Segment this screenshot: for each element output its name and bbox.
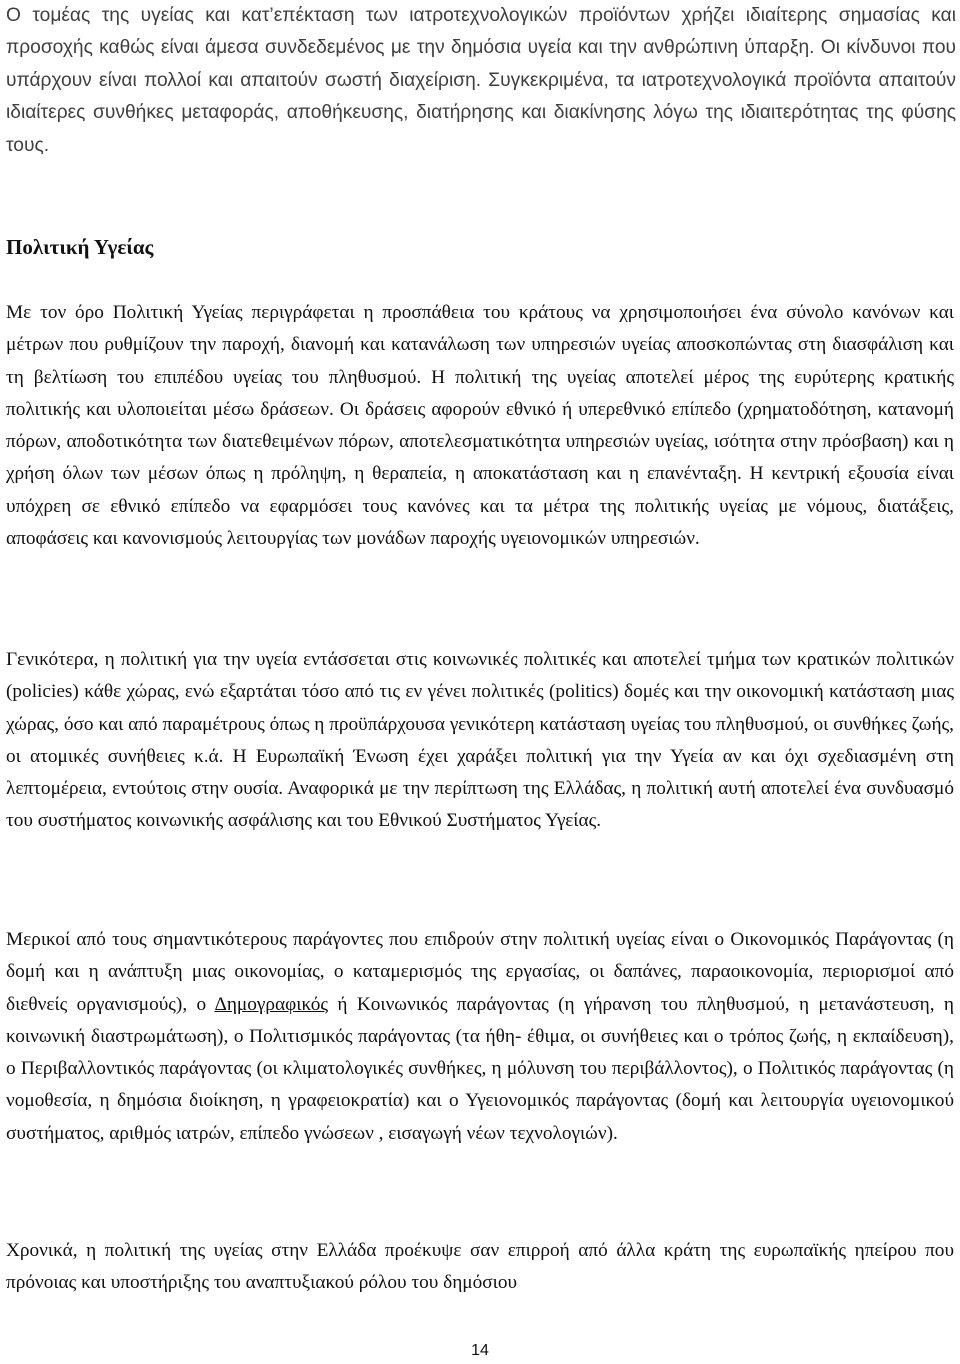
paragraph-health-policy-general: Γενικότερα, η πολιτική για την υγεία εντάσσεται στις κοινωνικές πολιτικές και αποτελεί τμήμα των κρατικών πολιτικών (policies) κάθε χώρας, ενώ εξαρτάται τόσο από τις εν γένει πολιτικές (politics) δομές και την οικονομική κατάσταση μιας χώρας, όσο και από παραμέτρους όπως η προϋπάρχουσα γενικότερη κατάσταση υγείας του πληθυσμού, οι συνθήκες ζωής, οι ατομικές συνήθειες κ.ά. Η Ευρωπαϊκή Ένωση έχει χαράξει πολιτική για την Υγεία αν και όχι σχεδιασμένη στη λεπτομέρεια, εντούτοις στην ουσία. Αναφορικά με την περίπτωση της Ελλάδας, η πολιτική αυτή αποτελεί ένα συνδυασμό του συστήματος κοινωνικής ασφάλισης και του Εθνικού Συστήματος Υγείας. [6,649,954,832]
paragraph-health-policy-history: Χρονικά, η πολιτική της υγείας στην Ελλάδα προέκυψε σαν επιρροή από άλλα κράτη της ευρωπαϊκής ηπείρου που πρόνοιας και υποστήριξης του αναπτυξιακού ρόλου του δημόσιου [6,1240,954,1294]
demographic-link[interactable]: Δημογραφικός [214,993,329,1015]
factors-text-start: Μερικοί από τους σημαντικότερους παράγοντες που επιδρούν στην πολιτική υγείας είναι ο Οικονομικός Παράγοντας (η δομή και η ανάπτυξη μιας οικονομίας, ο καταμερισμός της εργασίας, οι δαπάνες, παραοικονομία, περιορισμοί από διεθνείς οργανισμούς), ο [6,929,954,1015]
paragraph-health-policy-factors [6,924,954,1150]
paragraph-health-policy-definition: Με τον όρο Πολιτική Υγείας περιγράφεται η προσπάθεια του κράτους να χρησιμοποιήσει ένα σύνολο κανόνων και μέτρων που ρυθμίζουν την παροχή, διανομή και κατανάλωση των υπηρεσιών υγείας αποσκοπώντας στη διασφάλιση και τη βελτίωση του επιπέδου υγείας του πληθυσμού. Η πολιτική της υγείας αποτελεί μέρος της ευρύτερης κρατικής πολιτικής και υλοποιείται μέσω δράσεων. Οι δράσεις αφορούν εθνικό ή υπερεθνικό επίπεδο (χρηματοδότηση, κατανομή πόρων, αποδοτικότητα των διατεθειμένων πόρων, αποτελεσματικότητα υπηρεσιών υγείας, ισότητα στην πρόσβαση) και η χρήση όλων των μέσων όπως η πρόληψη, η θεραπεία, η αποκατάσταση και η επανένταξη. Η κεντρική εξουσία είναι υπόχρεη σε εθνικό επίπεδο να εφαρμόσει τους κανόνες και τα μέτρα της πολιτικής υγείας με νόμους, διατάξεις, αποφάσεις και κανονισμούς λειτουργίας των μονάδων παροχής υγειονομικών υπηρεσιών. [6,302,954,550]
factors-text-end: ή Κοινωνικός παράγοντας (η γήρανση του πληθυσμού, η μετανάστευση, η κοινωνική διαστρωμάτωση), ο Πολιτισμικός παράγοντας (τα ήθη- έθιμα, οι συνήθειες και ο τρόπος ζωής, η εκπαίδευση), ο Περιβαλλοντικός παράγοντας (οι κλιματολογικές συνθήκες, η μόλυνση του περιβάλλοντος), ο Πολιτικός παράγοντας (η νομοθεσία, η δημόσια διοίκηση, η γραφειοκρατία) και ο Υγειονομικός παράγοντας (δομή και λειτουργία υγειονομικού συστήματος, αριθμός ιατρών, επίπεδο γνώσεων , εισαγωγή νέων τεχνολογιών). [6,993,954,1144]
section-heading: Πολιτική Υγείας [6,235,154,259]
page-number: 14 [471,1342,489,1359]
intro-paragraph: Ο τομέας της υγείας και κατ’επέκταση των ιατροτεχνολογικών προϊόντων χρήζει ιδιαίτερης σημασίας και προσοχής καθώς είναι άμεσα συνδεδεμένος με την δημόσια υγεία και την ανθρώπινη ύπαρξη. Οι κίνδυνοι που υπάρχουν είναι πολλοί και απαιτούν σωστή διαχείριση. Συγκεκριμένα, τα ιατροτεχνολογικά προϊόντα απαιτούν ιδιαίτερες συνθήκες μεταφοράς, αποθήκευσης, διατήρησης και διακίνησης λόγω της ιδιαιτερότητας της φύσης τους. [6,5,956,156]
